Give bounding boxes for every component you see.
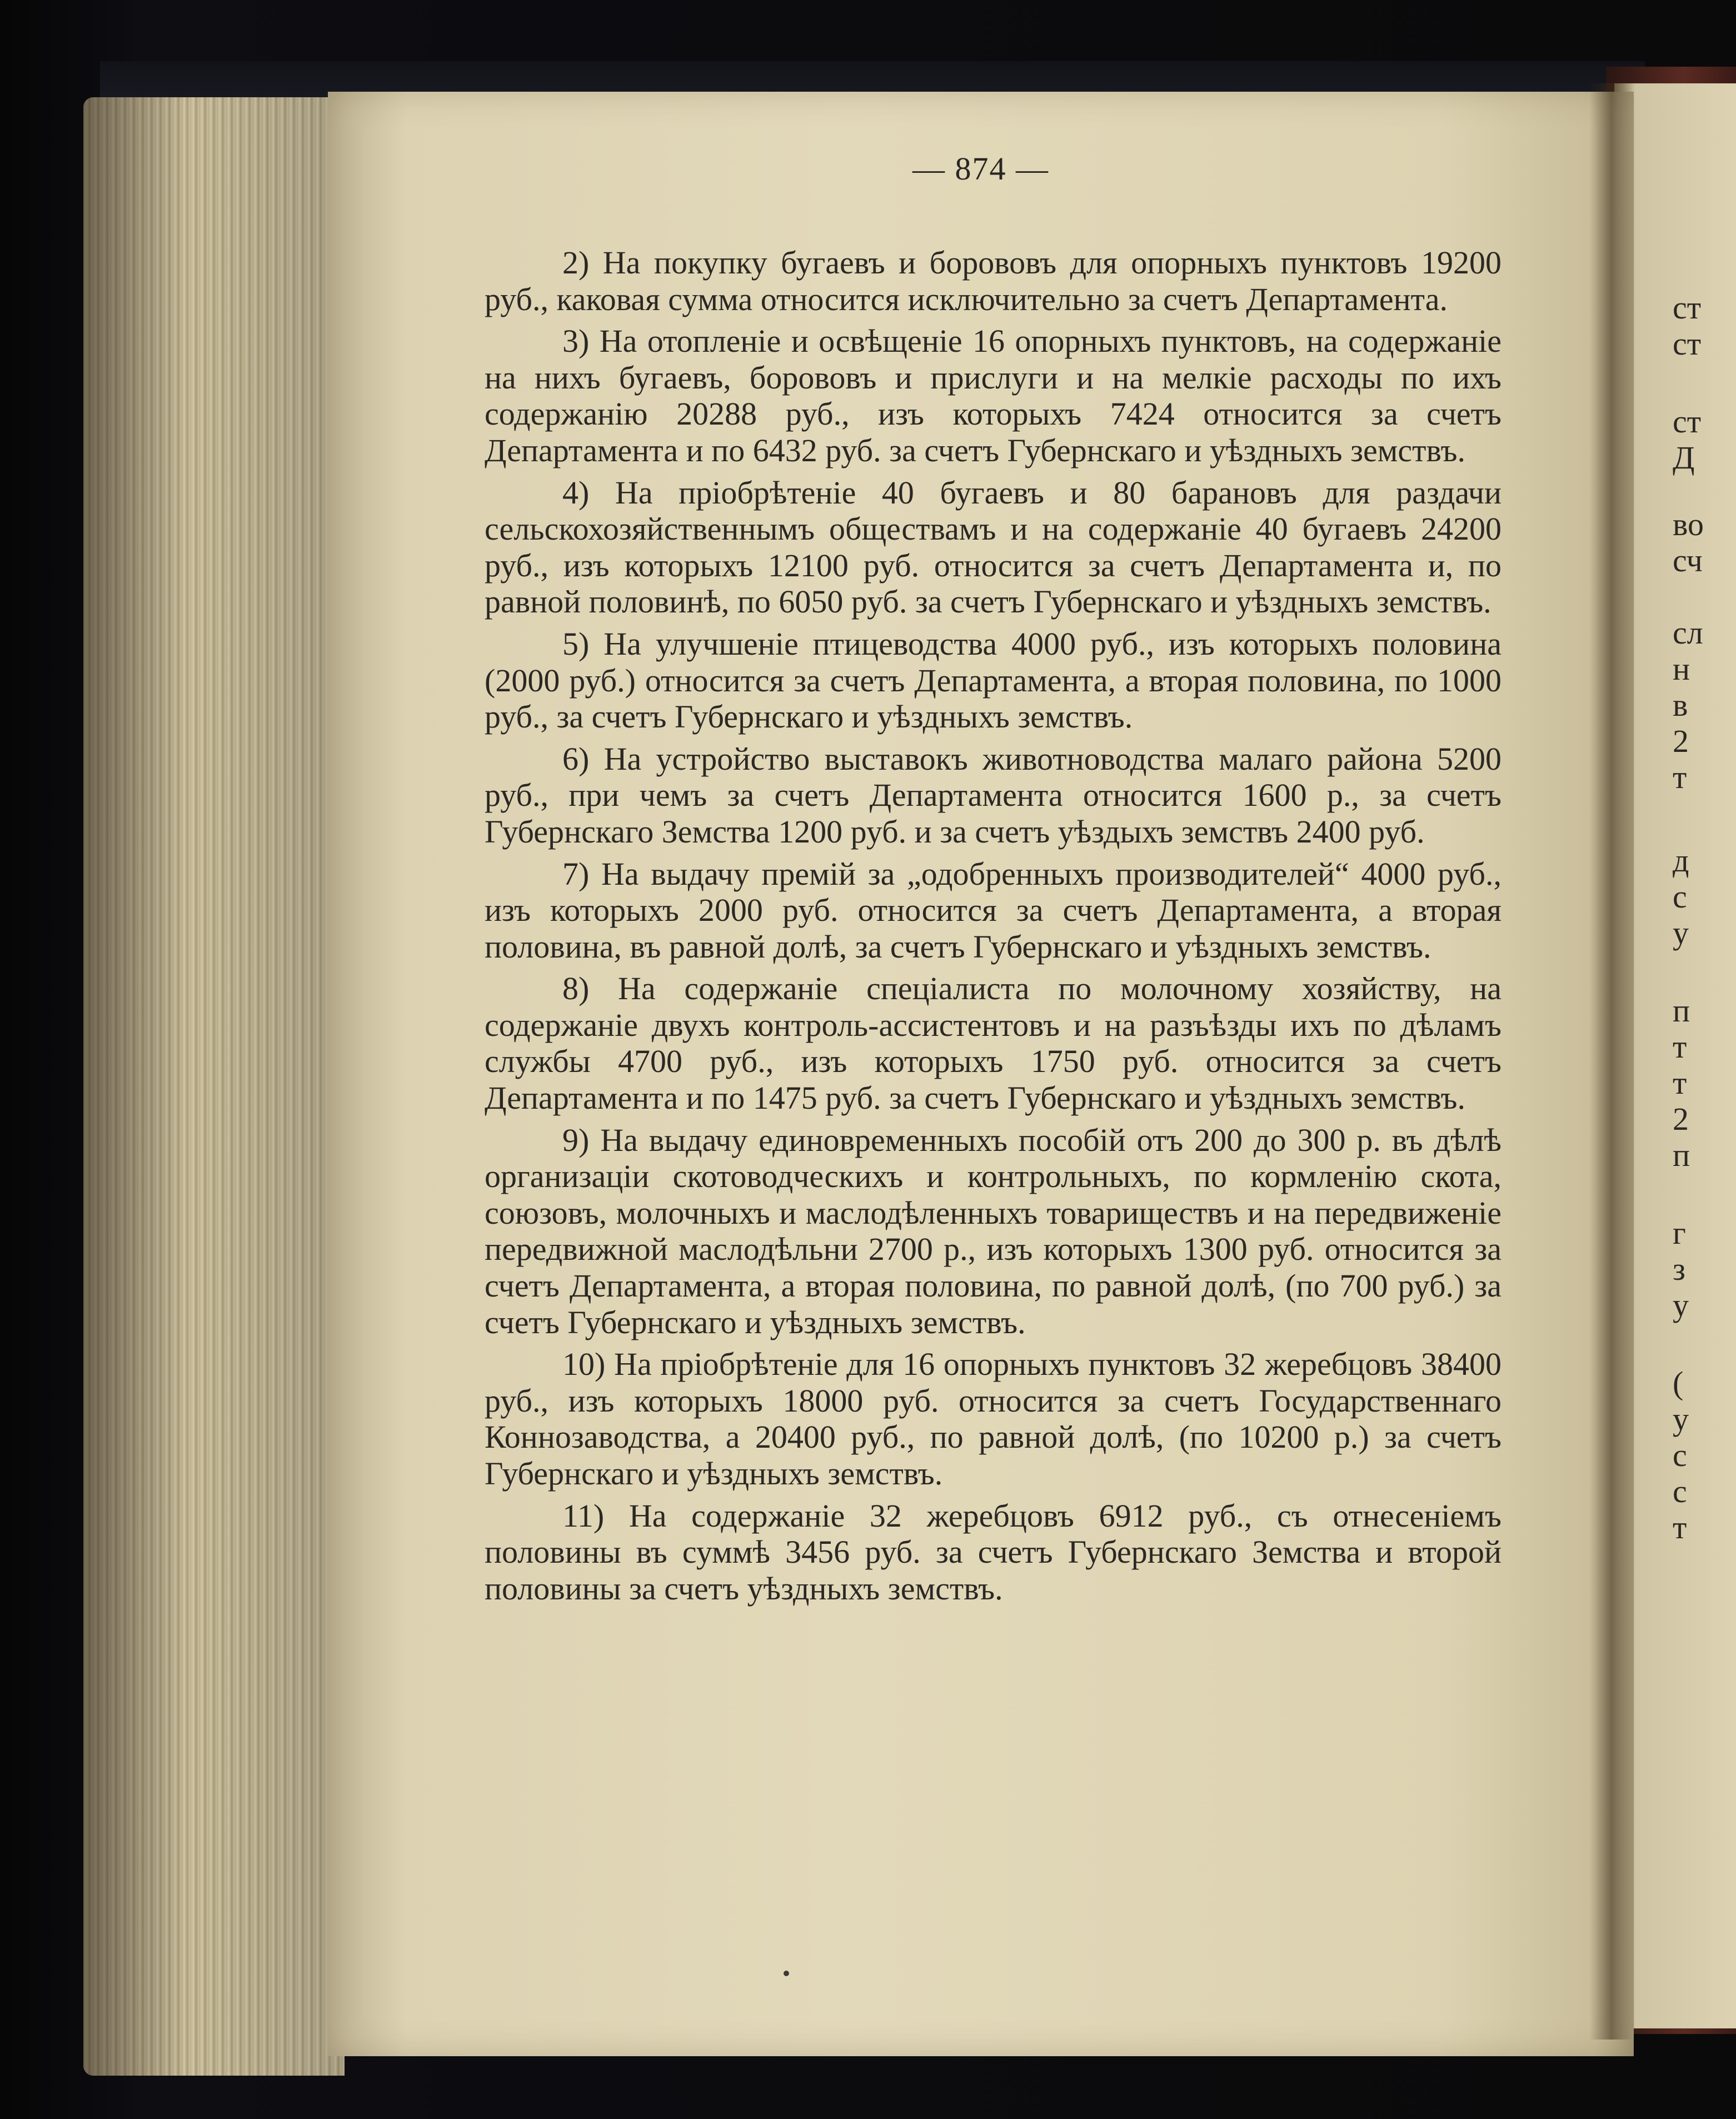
facing-page-fragment: с — [1673, 879, 1687, 915]
book-gutter — [1589, 83, 1634, 2040]
paragraph-7: 7) На выдачу премій за „одобренныхъ производителей“ 4000 руб., изъ которыхъ 2000 руб. относится за счетъ Департамента, а вторая половина, въ равной долѣ, за счетъ Губернскаго и уѣздныхъ земствъ. — [485, 855, 1501, 965]
facing-page-fragment: у — [1673, 1401, 1689, 1437]
paragraph-11: 11) На содержаніе 32 жеребцовъ 6912 руб., съ отнесеніемъ половины въ суммѣ 3456 руб. за счетъ Губернскаго Земства и второй половины за счетъ уѣздныхъ земствъ. — [485, 1497, 1501, 1607]
paragraph-9: 9) На выдачу единовременныхъ пособій отъ 200 до 300 р. въ дѣлѣ организаціи скотоводческихъ и контрольныхъ, по кормленію скота, союзовъ, молочныхъ и маслодѣленныхъ товариществъ и на передвиженіе передвижной маслодѣльни 2700 р., изъ которыхъ 1300 руб. относится за счетъ Департамента, а вторая половина, по равной долѣ, (по 700 руб.) за счетъ Губернскаго и уѣздныхъ земствъ. — [485, 1121, 1501, 1340]
facing-page-fragment: т — [1673, 759, 1687, 795]
paragraph-3: 3) На отопленіе и освѣщеніе 16 опорныхъ пунктовъ, на содержаніе на нихъ бугаевъ, борововъ и прислуги и на мелкіе расходы по ихъ содержанію 20288 руб., изъ которыхъ 7424 относится за счетъ Департамента и по 6432 руб. за счетъ Губернскаго и уѣздныхъ земствъ. — [485, 323, 1501, 468]
facing-page-fragment: сл — [1673, 615, 1703, 651]
page-speck — [784, 1971, 789, 1976]
facing-page-fragment: 2 — [1673, 1101, 1689, 1137]
facing-page-fragment: в — [1673, 687, 1688, 723]
page-body — [485, 245, 1501, 1607]
facing-page-fragment: ст — [1673, 326, 1702, 362]
page-number: — 874 — — [912, 151, 1049, 187]
facing-page-fragment: ст — [1673, 290, 1702, 326]
paragraph-4: 4) На пріобрѣтеніе 40 бугаевъ и 80 барановъ для раздачи сельскохозяйственнымъ обществамъ и на содержаніе 40 бугаевъ 24200 руб., изъ которыхъ 12100 руб. относится за счетъ Департамента и, по равной половинѣ, по 6050 руб. за счетъ Губернскаго и уѣздныхъ земствъ. — [485, 474, 1501, 620]
facing-page-fragment: сч — [1673, 542, 1703, 579]
facing-page-fragment: т — [1673, 1065, 1687, 1101]
facing-page-fragment: п — [1673, 993, 1690, 1029]
facing-page-fragment: п — [1673, 1137, 1690, 1173]
facing-page-fragment: Д — [1673, 440, 1695, 476]
facing-page-fragment: ст — [1673, 403, 1702, 440]
paragraph-10: 10) На пріобрѣтеніе для 16 опорныхъ пунктовъ 32 жеребцовъ 38400 руб., изъ которыхъ 18000 руб. относится за счетъ Государственнаго Коннозаводства, а 20400 руб., по равной долѣ, (по 10200 р.) за счетъ Губернскаго и уѣздныхъ земствъ. — [485, 1346, 1501, 1492]
facing-page-fragment: 2 — [1673, 723, 1689, 759]
facing-page-fragment: с — [1673, 1473, 1687, 1509]
facing-page-fragment: у — [1673, 1287, 1689, 1323]
facing-page-fragment: н — [1673, 651, 1690, 687]
page-edges-shadow — [83, 97, 345, 2076]
facing-page-fragment: г — [1673, 1215, 1686, 1251]
facing-page-fragment: т — [1673, 1509, 1687, 1545]
facing-page-fragment: ( — [1673, 1365, 1684, 1401]
facing-page-fragment: у — [1673, 915, 1689, 951]
paragraph-5: 5) На улучшеніе птицеводства 4000 руб., изъ которыхъ половина (2000 руб.) относится за счетъ Департамента, а вторая половина, по 1000 руб., за счетъ Губернскаго и уѣздныхъ земствъ. — [485, 625, 1501, 735]
facing-page-fragment: с — [1673, 1437, 1687, 1473]
paragraph-2: 2) На покупку бугаевъ и борововъ для опорныхъ пунктовъ 19200 руб., каковая сумма относится исключительно за счетъ Департамента. — [485, 245, 1501, 317]
facing-page-fragment: д — [1673, 842, 1689, 879]
facing-page-fragment: т — [1673, 1029, 1687, 1065]
paragraph-6: 6) На устройство выставокъ животноводства малаго района 5200 руб., при чемъ за счетъ Департамента относится 1600 р., за счетъ Губернскаго Земства 1200 руб. и за счетъ уѣздыхъ земствъ 2400 руб. — [485, 740, 1501, 850]
facing-page-fragment: з — [1673, 1251, 1685, 1287]
paragraph-8: 8) На содержаніе спеціалиста по молочному хозяйству, на содержаніе двухъ контроль-ассистентовъ и на разъѣзды ихъ по дѣламъ службы 4700 руб., изъ которыхъ 1750 руб. относится за счетъ Департамента и по 1475 руб. за счетъ Губернскаго и уѣздныхъ земствъ. — [485, 970, 1501, 1116]
facing-page-fragment: во — [1673, 506, 1704, 542]
